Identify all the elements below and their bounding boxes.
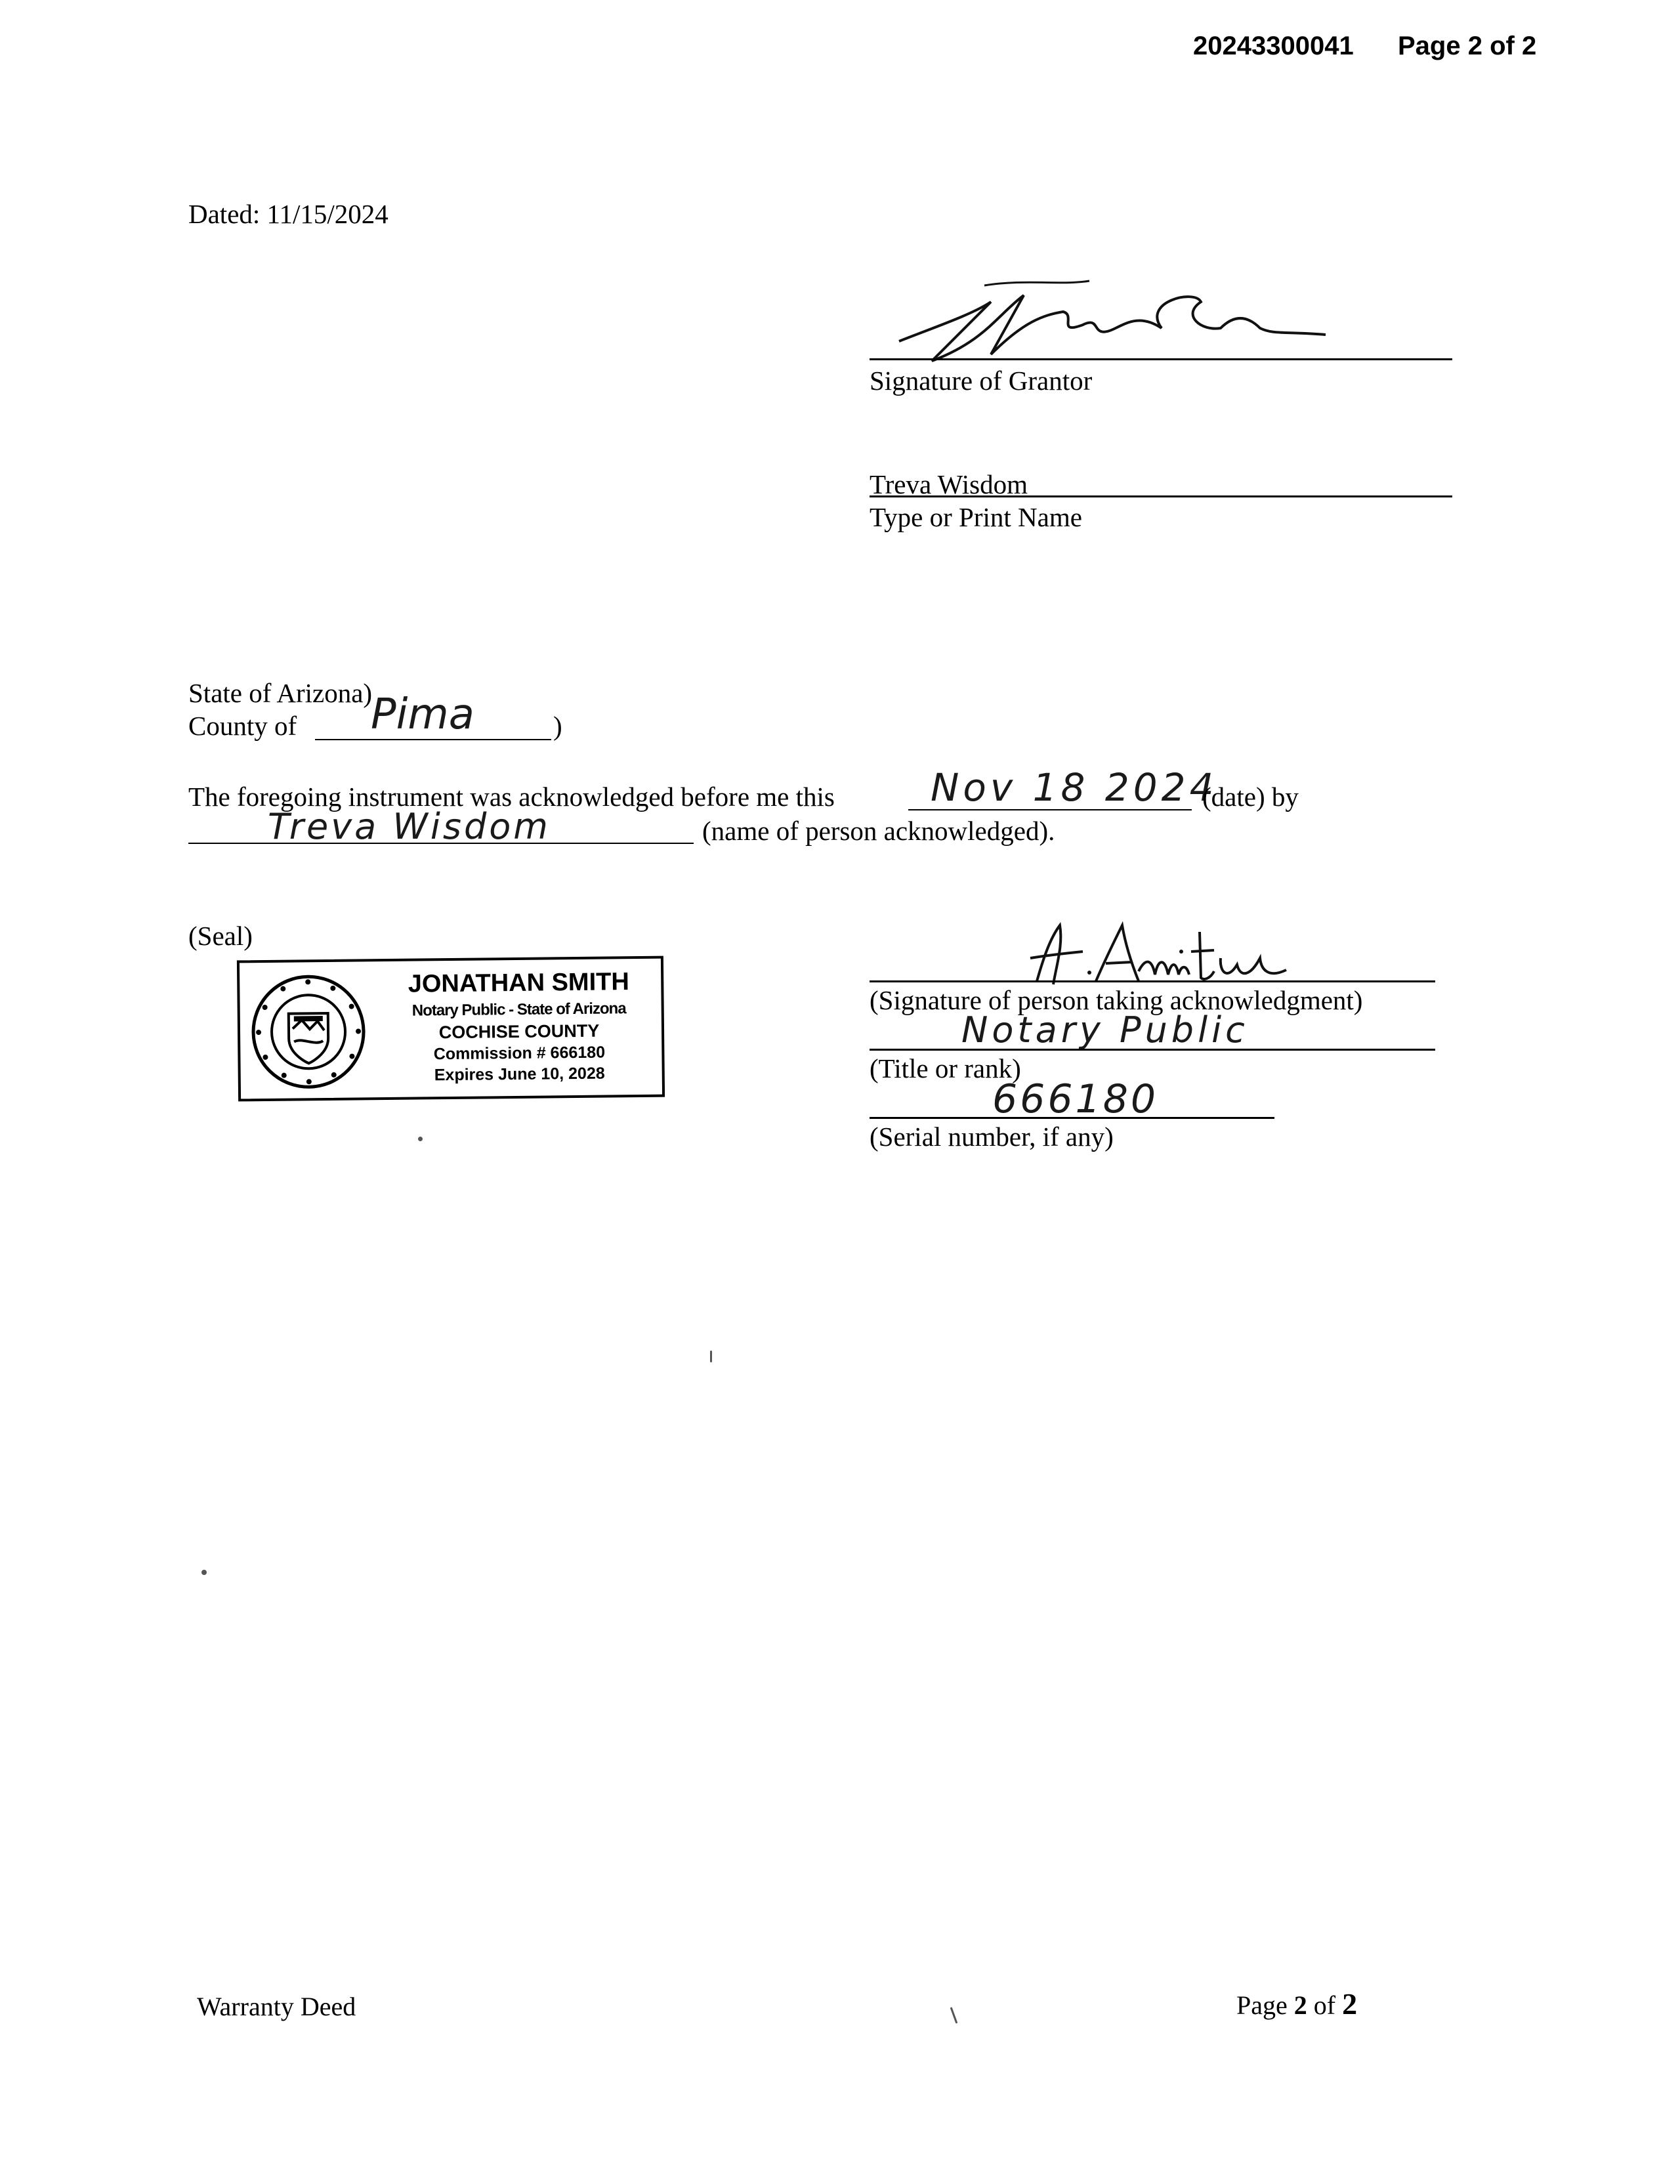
seal-line-2: COCHISE COUNTY xyxy=(438,1020,600,1043)
grantor-name-caption: Type or Print Name xyxy=(870,502,1082,532)
seal-line-3: Commission # 666180 xyxy=(433,1043,606,1064)
footer-page-current: 2 xyxy=(1293,1990,1307,2020)
ack-text-after-date: (date) by xyxy=(1202,782,1299,812)
notary-serial-handwritten: 666180 xyxy=(992,1076,1159,1122)
ack-person-handwritten: Treva Wisdom xyxy=(268,806,551,847)
grantor-signature-caption: Signature of Grantor xyxy=(870,366,1093,396)
dated-label: Dated: xyxy=(188,199,261,229)
ack-text-before: The foregoing instrument was acknowledged before me this xyxy=(188,782,835,812)
seal-line-4: Expires June 10, 2028 xyxy=(434,1064,605,1085)
notary-title-caption: (Title or rank) xyxy=(870,1053,1021,1083)
scan-speck xyxy=(418,1137,423,1141)
footer-page-total: 2 xyxy=(1342,1987,1358,2021)
recording-number: 20243300041 xyxy=(1193,32,1354,60)
county-handwritten: Pima xyxy=(371,690,474,739)
footer-doc-type: Warranty Deed xyxy=(197,1992,356,2021)
notary-serial-line xyxy=(870,1117,1274,1119)
grantor-name-line xyxy=(870,495,1452,497)
county-close: ) xyxy=(553,711,562,741)
dated-line xyxy=(188,198,388,230)
footer-page-number xyxy=(1236,1988,1357,2021)
notary-title-line xyxy=(870,1049,1435,1051)
notary-title-handwritten: Notary Public xyxy=(961,1009,1249,1051)
state-line: State of Arizona) xyxy=(188,678,373,708)
ack-date-handwritten: Nov 18 2024 xyxy=(931,765,1218,810)
scan-speck xyxy=(201,1570,207,1575)
ack-person-caption: (name of person acknowledged). xyxy=(702,816,1055,846)
dated-value: 11/15/2024 xyxy=(266,199,388,229)
arizona-seal-emblem-icon xyxy=(249,972,368,1091)
notary-signature-caption: (Signature of person taking acknowledgment) xyxy=(870,985,1363,1015)
notary-seal-stamp xyxy=(237,956,665,1102)
notary-signature-line xyxy=(870,980,1435,982)
footer-page-word: Page xyxy=(1236,1990,1288,2020)
scan-speck xyxy=(950,2007,958,2023)
grantor-signature xyxy=(892,276,1352,368)
scan-speck xyxy=(710,1351,712,1362)
grantor-signature-line xyxy=(870,358,1452,360)
county-line xyxy=(315,739,551,740)
seal-notary-name: JONATHAN SMITH xyxy=(408,968,630,998)
seal-line-1: Notary Public - State of Arizona xyxy=(411,999,626,1020)
footer-page-of: of xyxy=(1313,1990,1336,2020)
notary-serial-caption: (Serial number, if any) xyxy=(870,1122,1114,1152)
county-label: County of xyxy=(188,711,297,741)
header-page-label: Page 2 of 2 xyxy=(1398,32,1537,60)
seal-label: (Seal) xyxy=(188,921,253,951)
grantor-printed-name: Treva Wisdom xyxy=(870,469,1028,499)
